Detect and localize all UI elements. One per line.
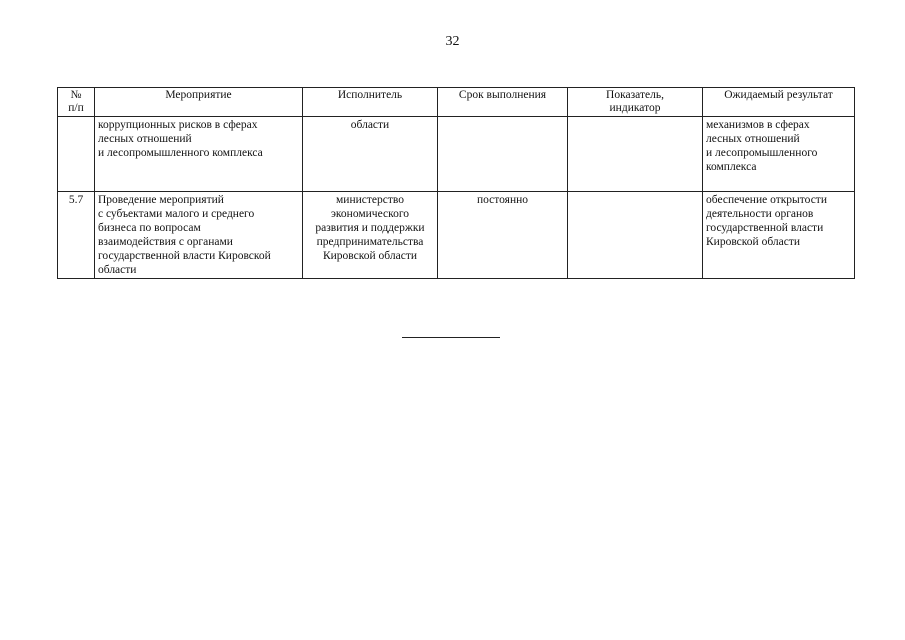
cell-indicator <box>568 117 703 192</box>
header-indicator: Показатель, индикатор <box>568 88 703 117</box>
cell-result: механизмов в сферах лесных отношений и лесопромышленного комплекса <box>703 117 855 192</box>
page-number: 32 <box>445 34 460 49</box>
header-number: № п/п <box>58 88 95 117</box>
table-header-row <box>58 88 855 117</box>
cell-executor: области <box>303 117 438 192</box>
cell-executor: министерство экономического развития и поддержки предпринимательства Кировской области <box>303 192 438 279</box>
cell-number: 5.7 <box>58 192 95 279</box>
header-deadline: Срок выполнения <box>438 88 568 117</box>
cell-event: Проведение мероприятий с субъектами малого и среднего бизнеса по вопросам взаимодействия с органами государственной власти Кировской области <box>95 192 303 279</box>
cell-indicator <box>568 192 703 279</box>
header-event: Мероприятие <box>95 88 303 117</box>
action-plan-table <box>57 87 855 279</box>
cell-deadline: постоянно <box>438 192 568 279</box>
header-executor: Исполнитель <box>303 88 438 117</box>
cell-event: коррупционных рисков в сферах лесных отношений и лесопромышленного комплекса <box>95 117 303 192</box>
table-row <box>58 192 855 279</box>
header-result: Ожидаемый результат <box>703 88 855 117</box>
table-row <box>58 117 855 192</box>
end-of-document-rule <box>402 337 500 338</box>
cell-number <box>58 117 95 192</box>
cell-result: обеспечение открытости деятельности органов государственной власти Кировской области <box>703 192 855 279</box>
cell-deadline <box>438 117 568 192</box>
